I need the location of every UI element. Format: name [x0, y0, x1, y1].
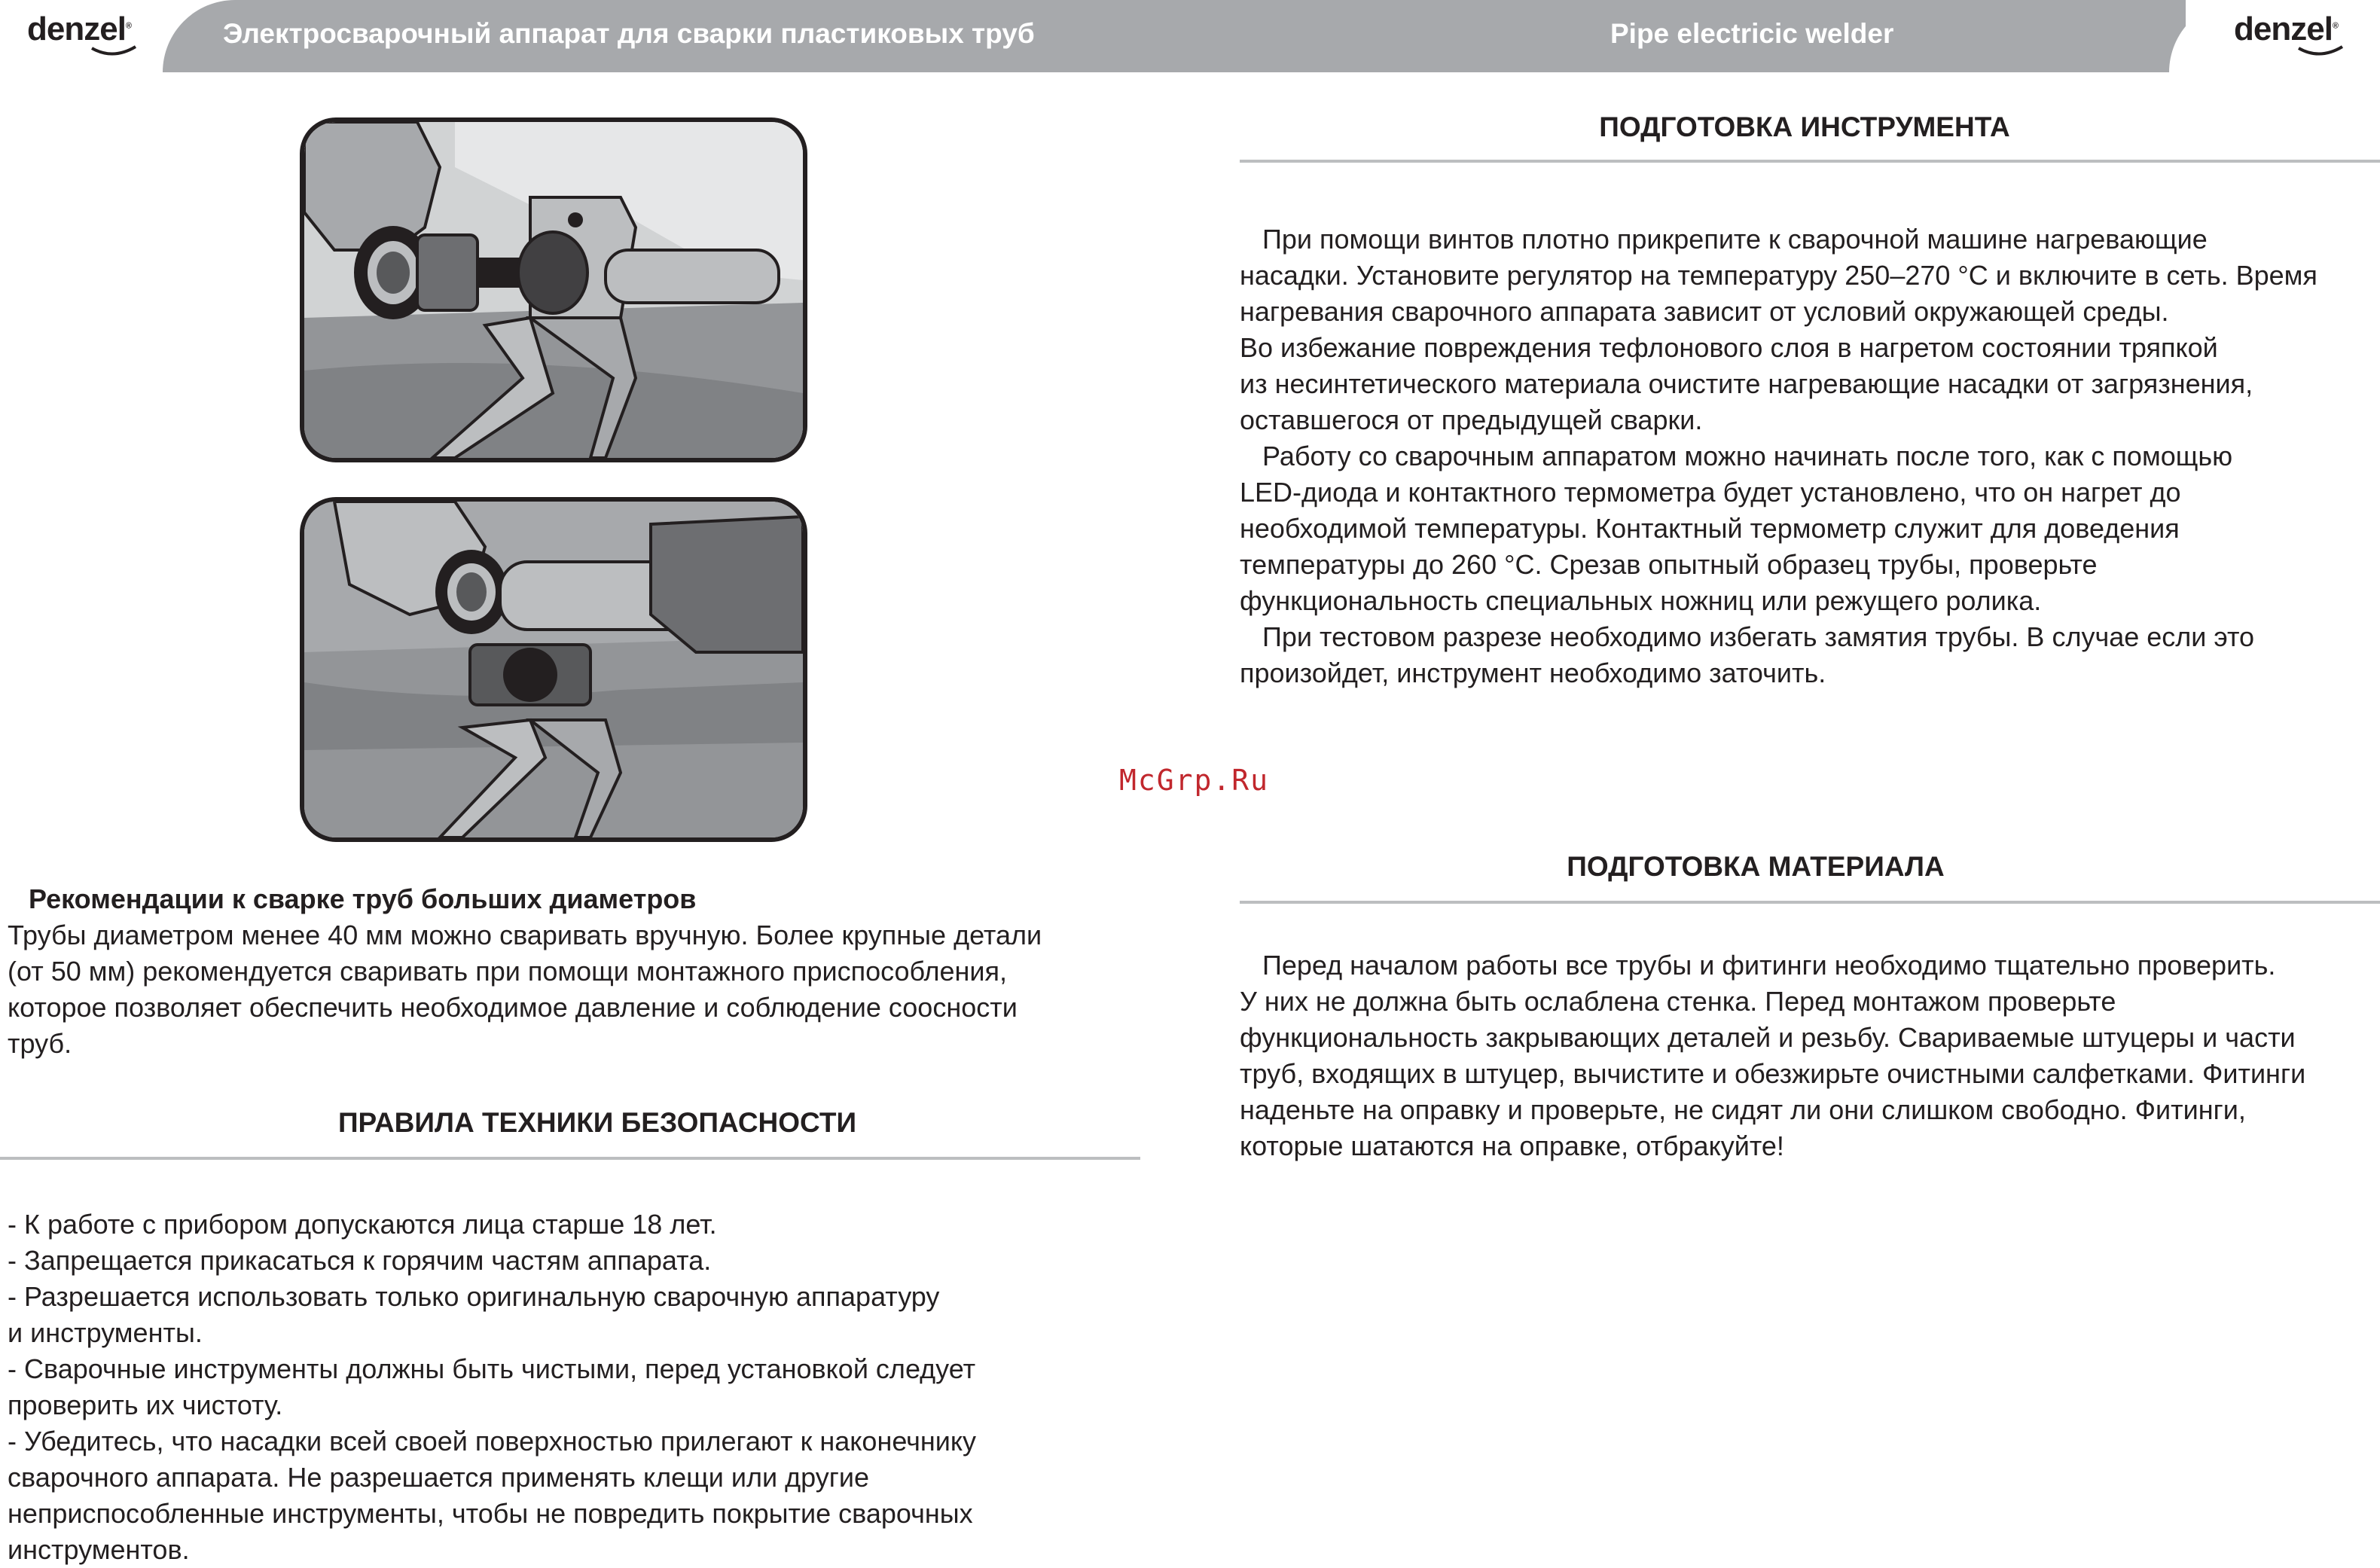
- brand-logo-right: [2234, 11, 2338, 48]
- registered-mark: ®: [2332, 21, 2339, 31]
- safety-heading: ПРАВИЛА ТЕХНИКИ БЕЗОПАСНОСТИ: [337, 1107, 857, 1138]
- material-prep-section: [1240, 947, 2380, 1164]
- tool-prep-line: из несинтетического материала очистите нагревающие насадки от загрязнения,: [1240, 368, 2253, 399]
- tool-prep-line: Работу со сварочным аппаратом можно начинать после того, как с помощью: [1262, 441, 2233, 471]
- tool-prep-line: нагревания сварочного аппарата зависит от условий окружающей среды.: [1240, 296, 2169, 327]
- safety-line: сварочного аппарата. Не разрешается применять клещи или другие: [8, 1462, 869, 1493]
- safety-line: - Разрешается использовать только оригинальную сварочную аппаратуру: [8, 1281, 940, 1312]
- material-prep-heading: ПОДГОТОВКА МАТЕРИАЛА: [1567, 851, 1945, 882]
- safety-line: - К работе с прибором допускаются лица старше 18 лет.: [8, 1209, 717, 1240]
- large-pipes-line: труб.: [8, 1028, 72, 1059]
- material-prep-line: наденьте на оправку и проверьте, не сидят ли они слишком свободно. Фитинги,: [1240, 1094, 2246, 1125]
- material-prep-line: Перед началом работы все трубы и фитинги необходимо тщательно проверить.: [1262, 950, 2276, 981]
- header-title-ru: Электросварочный аппарат для сварки пластиковых труб: [223, 18, 1035, 49]
- safety-section: [8, 1207, 1137, 1568]
- safety-line: проверить их чистоту.: [8, 1390, 283, 1420]
- welder-with-nozzles-photo: [300, 117, 807, 462]
- logo-swoosh-icon: [90, 45, 139, 59]
- pipe-heating-photo: [300, 497, 807, 842]
- safety-line: инструментов.: [8, 1534, 190, 1565]
- tool-prep-line: При помощи винтов плотно прикрепите к сварочной машине нагревающие: [1262, 224, 2208, 255]
- material-prep-divider: [1240, 901, 2380, 904]
- tool-prep-line: произойдет, инструмент необходимо заточить.: [1240, 657, 1826, 688]
- tool-prep-divider: [1240, 160, 2380, 163]
- brand-logo-left: [27, 11, 131, 48]
- pipe-heating-illustration: [304, 502, 803, 837]
- tool-prep-section: [1240, 221, 2380, 691]
- welder-illustration: [304, 122, 803, 458]
- safety-line: неприспособленные инструменты, чтобы не повредить покрытие сварочных: [8, 1498, 973, 1529]
- tool-prep-line: температуры до 260 °C. Срезав опытный образец трубы, проверьте: [1240, 549, 2098, 580]
- safety-line: - Сварочные инструменты должны быть чистыми, перед установкой следует: [8, 1353, 976, 1384]
- material-prep-line: У них не должна быть ослаблена стенка. Перед монтажом проверьте: [1240, 986, 2116, 1017]
- safety-divider: [0, 1157, 1140, 1160]
- logo-swoosh-icon: [2297, 45, 2345, 59]
- material-prep-line: функциональность закрывающих деталей и резьбу. Свариваемые штуцеры и части: [1240, 1022, 2296, 1053]
- large-pipes-line: (от 50 мм) рекомендуется сваривать при помощи монтажного приспособления,: [8, 956, 1008, 987]
- large-pipes-line: Трубы диаметром менее 40 мм можно сваривать вручную. Более крупные детали: [8, 920, 1042, 950]
- safety-line: - Убедитесь, что насадки всей своей поверхностью прилегают к наконечнику: [8, 1426, 977, 1457]
- tool-prep-line: При тестовом разрезе необходимо избегать замятия трубы. В случае если это: [1262, 621, 2255, 652]
- tool-prep-line: оставшегося от предыдущей сварки.: [1240, 404, 1703, 435]
- material-prep-line: которые шатаются на оправке, отбракуйте!: [1240, 1130, 1784, 1161]
- registered-mark: ®: [125, 21, 132, 31]
- tool-prep-line: LED-диода и контактного термометра будет установлено, что он нагрет до: [1240, 477, 2181, 508]
- tool-prep-line: насадки. Установите регулятор на температуру 250–270 °C и включите в сеть. Время: [1240, 260, 2317, 291]
- tool-prep-line: Во избежание повреждения тефлонового слоя в нагретом состоянии тряпкой: [1240, 332, 2218, 363]
- tool-prep-line: функциональность специальных ножниц или режущего ролика.: [1240, 585, 2042, 616]
- large-pipes-section: [8, 881, 1137, 1062]
- site-watermark: McGrp.Ru: [1119, 764, 1270, 797]
- header-title-en: Pipe electricic welder: [1610, 18, 1894, 49]
- safety-line: - Запрещается прикасаться к горячим частям аппарата.: [8, 1245, 712, 1276]
- tool-prep-heading: ПОДГОТОВКА ИНСТРУМЕНТА: [1599, 111, 2010, 142]
- safety-line: и инструменты.: [8, 1317, 203, 1348]
- brand-logo-text: denzel: [27, 11, 126, 47]
- large-pipes-heading: Рекомендации к сварке труб больших диаметров: [29, 883, 697, 914]
- material-prep-line: труб, входящих в штуцер, вычистите и обезжирьте очистными салфетками. Фитинги: [1240, 1058, 2306, 1089]
- tool-prep-line: необходимой температуры. Контактный термометр служит для доведения: [1240, 513, 2180, 544]
- brand-logo-text: denzel: [2234, 11, 2333, 47]
- large-pipes-line: которое позволяет обеспечить необходимое давление и соблюдение соосности: [8, 992, 1018, 1023]
